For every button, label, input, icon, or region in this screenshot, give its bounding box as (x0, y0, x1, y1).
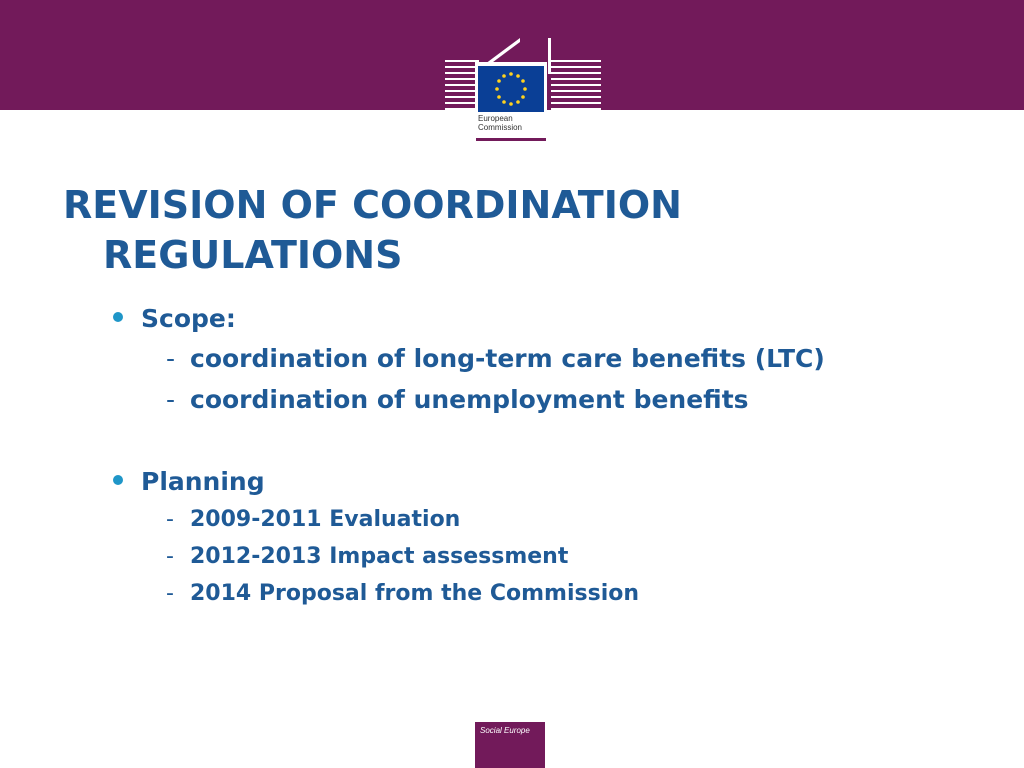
dash-icon: - (166, 344, 176, 373)
list-item (166, 542, 568, 572)
section-heading-planning (113, 465, 265, 499)
logo-label-line1: European (478, 114, 513, 123)
dash-icon: - (166, 581, 174, 606)
list-item-label: coordination of unemployment benefits (190, 385, 749, 414)
dash-icon: - (166, 544, 174, 569)
list-item-label: coordination of long-term care benefits (LTC) (190, 344, 825, 373)
list-item (166, 505, 460, 535)
list-item (166, 579, 639, 609)
section-heading-scope (113, 302, 236, 336)
section-heading-label: Planning (141, 467, 265, 496)
list-item-label: 2012-2013 Impact assessment (190, 544, 569, 569)
footer-label: Social Europe (480, 726, 530, 735)
footer-tab (475, 722, 545, 768)
list-item (166, 343, 825, 375)
list-item-label: 2009-2011 Evaluation (190, 507, 461, 532)
logo-label-line2: Commission (478, 123, 523, 132)
section-heading-label: Scope: (141, 304, 236, 333)
slide-title-line2: REGULATIONS (103, 233, 403, 277)
list-item-label: 2014 Proposal from the Commission (190, 581, 640, 606)
bullet-icon (113, 475, 123, 485)
dash-icon: - (166, 507, 174, 532)
slide-title-line1: REVISION OF COORDINATION (63, 183, 682, 227)
list-item (166, 384, 749, 416)
bullet-icon (113, 312, 123, 322)
dash-icon: - (166, 385, 176, 414)
